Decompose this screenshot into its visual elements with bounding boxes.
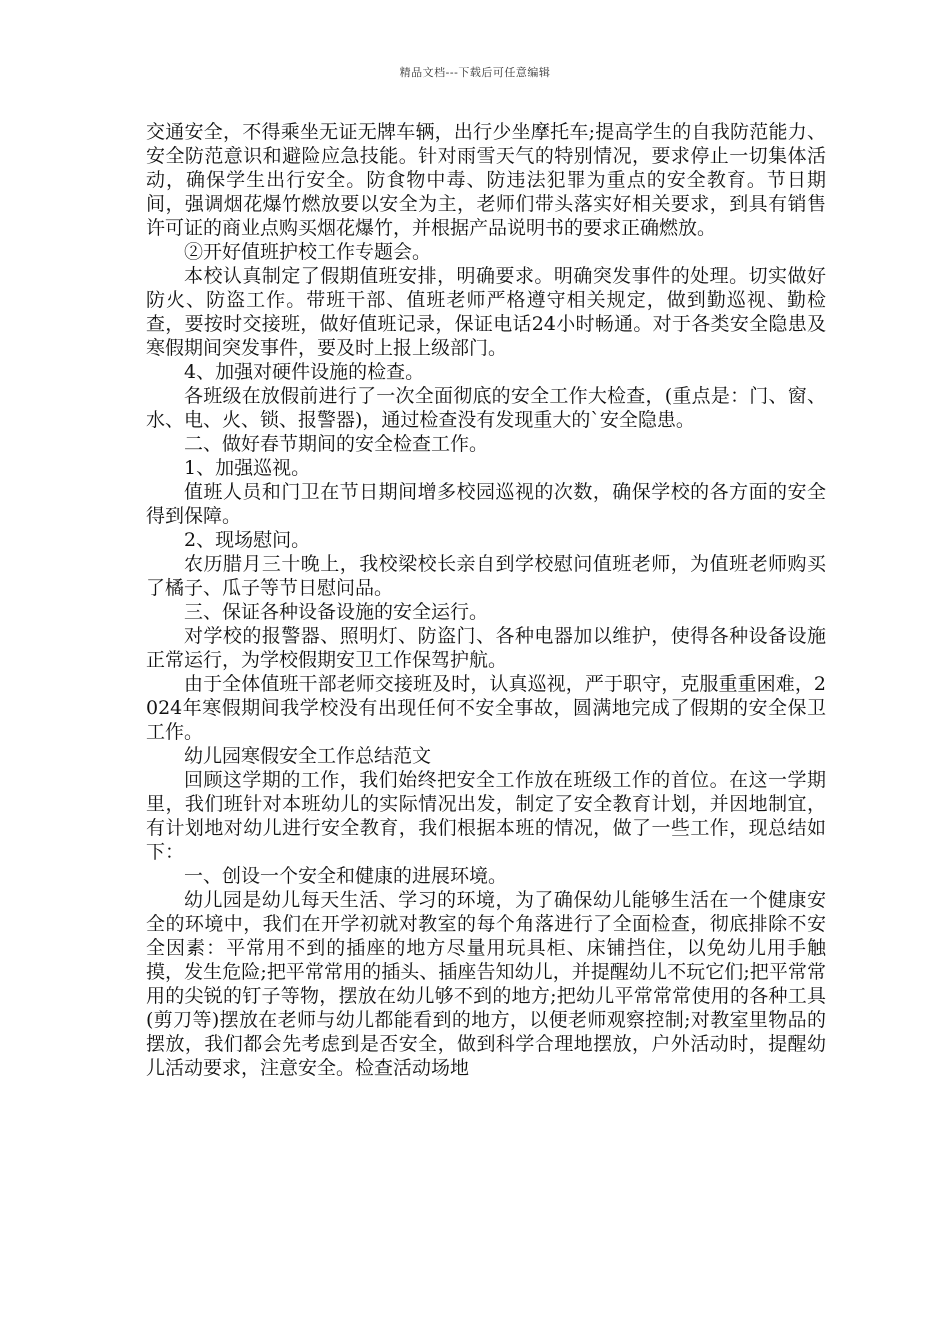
paragraph: 幼儿园是幼儿每天生活、学习的环境，为了确保幼儿能够生活在一个健康安全的环境中，我们在开学初就对教室的每个角落进行了全面检查，彻底排除不安全因素：平常用不到的插座的地方尽量用玩具柜、床铺挡住，以免幼儿用手触摸，发生危险;把平常常用的插头、插座告知幼儿，并提醒幼儿不玩它们;把平常常用的尖锐的钉子等物，摆放在幼儿够不到的地方;把幼儿平常常常使用的各种工具(剪刀等)摆放在老师与幼儿都能看到的地方，以便老师观察控制;对教室里物品的摆放，我们都会先考虑到是否安全，做到科学合理地摆放，户外活动时，提醒幼儿活动要求，注意安全。检查活动场地 [146,889,826,1079]
subsection-heading: 1、加强巡视。 [184,457,311,479]
section-heading: 一、创设一个安全和健康的进展环境。 [184,865,508,887]
paragraph: 各班级在放假前进行了一次全面彻底的安全工作大检查，(重点是：门、窗、水、电、火、锁、报警器)，通过检查没有发现重大的`安全隐患。 [146,385,826,431]
page-header: 精品文档---下载后可任意编辑 [399,66,551,79]
section-heading: 三、保证各种设备设施的安全运行。 [184,601,489,623]
section-heading: 二、做好春节期间的安全检查工作。 [184,433,489,455]
paragraph: 对学校的报警器、照明灯、防盗门、各种电器加以维护，使得各种设备设施正常运行，为学校假期安卫工作保驾护航。 [146,625,826,671]
paragraph: 农历腊月三十晚上，我校梁校长亲自到学校慰问值班老师，为值班老师购买了橘子、瓜子等节日慰问品。 [146,553,826,599]
paragraph: 由于全体值班干部老师交接班及时，认真巡视，严于职守，克服重重困难，2024年寒假期间我学校没有出现任何不安全事故，圆满地完成了假期的安全保卫工作。 [146,673,826,743]
paragraph: 4、加强对硬件设施的检查。 [184,361,425,383]
subsection-heading: 2、现场慰问。 [184,529,311,551]
paragraph: 回顾这学期的工作，我们始终把安全工作放在班级工作的首位。在这一学期里，我们班针对本班幼儿的实际情况出发，制定了安全教育计划，并因地制宜，有计划地对幼儿进行安全教育，我们根据本班的情况，做了一些工作，现总结如下： [146,769,826,863]
paragraph: 值班人员和门卫在节日期间增多校园巡视的次数，确保学校的各方面的安全得到保障。 [146,481,826,527]
paragraph: 交通安全，不得乘坐无证无牌车辆，出行少坐摩托车;提高学生的自我防范能力、安全防范意识和避险应急技能。针对雨雪天气的特别情况，要求停止一切集体活动，确保学生出行安全。防食物中毒、防违法犯罪为重点的安全教育。节日期间，强调烟花爆竹燃放要以安全为主，老师们带头落实好相关要求，到具有销售许可证的商业点购买烟花爆竹，并根据产品说明书的要求正确燃放。 [146,121,826,239]
document-body [146,120,826,1080]
paragraph: 本校认真制定了假期值班安排，明确要求。明确突发事件的处理。切实做好防火、防盗工作。带班干部、值班老师严格遵守相关规定，做到勤巡视、勤检查，要按时交接班，做好值班记录，保证电话24小时畅通。对于各类安全隐患及寒假期间突发事件，要及时上报上级部门。 [146,265,826,359]
paragraph: ②开好值班护校工作专题会。 [184,241,432,263]
document-title: 幼儿园寒假安全工作总结范文 [184,745,432,767]
